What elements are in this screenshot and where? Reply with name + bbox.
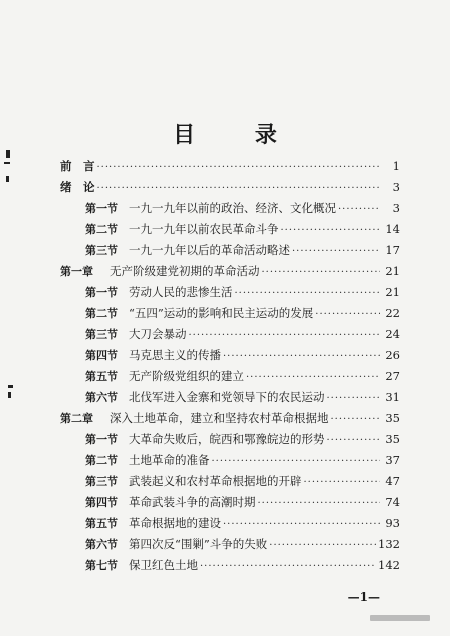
section-title: 一九一九年以前的政治、经济、文化概况 [129, 201, 336, 215]
leader-dots [97, 180, 381, 198]
leader-dots [223, 516, 380, 534]
entry-page-number: 21 [385, 264, 400, 278]
leader-dots [200, 558, 376, 576]
section-number: 第四节 [85, 349, 118, 362]
entry-page-number: 3 [392, 180, 400, 194]
leader-dots [258, 495, 381, 513]
toc-entry-section[interactable] [85, 430, 400, 448]
toc-entry-section[interactable] [85, 367, 400, 385]
chapter-number: 第二章 [60, 412, 93, 425]
section-title: 第四次反“围剿”斗争的失败 [129, 537, 268, 551]
leader-dots [338, 201, 380, 219]
entry-page-number: 132 [378, 537, 400, 551]
section-title: 无产阶级党组织的建立 [129, 369, 244, 383]
section-title: 武装起义和农村革命根据地的开辟 [129, 474, 302, 488]
chapter-title: 深入土地革命，建立和坚持农村革命根据地 [110, 411, 329, 425]
toc-entry-section[interactable] [85, 514, 400, 532]
leader-dots [223, 348, 380, 366]
leader-dots [292, 243, 380, 261]
scan-mark [8, 385, 13, 388]
scan-mark [8, 392, 11, 398]
entry-page-number: 35 [385, 432, 400, 446]
entry-heading: 前 言 [60, 159, 95, 173]
leader-dots [331, 411, 381, 429]
toc-entry-section[interactable] [85, 451, 400, 469]
entry-page-number: 1 [392, 159, 400, 173]
entry-page-number: 22 [385, 306, 400, 320]
section-number: 第七节 [85, 559, 118, 572]
section-title: 一九一九年以后的革命活动略述 [129, 243, 290, 257]
page-title: 目 录 [173, 123, 303, 148]
toc-entry-chapter[interactable] [60, 409, 400, 427]
chapter-number: 第一章 [60, 265, 93, 278]
entry-heading: 绪 论 [60, 180, 95, 194]
entry-page-number: 47 [385, 474, 400, 488]
leader-dots [212, 453, 381, 471]
leader-dots [262, 264, 381, 282]
leader-dots [281, 222, 381, 240]
scan-mark [6, 150, 10, 158]
toc-entry-section[interactable] [85, 388, 400, 406]
section-title: 革命武装斗争的高潮时期 [129, 495, 256, 509]
toc-entry-preface[interactable] [60, 157, 400, 175]
leader-dots [246, 369, 380, 387]
entry-page-number: 21 [385, 285, 400, 299]
chapter-title: 无产阶级建党初期的革命活动 [110, 264, 260, 278]
entry-page-number: 37 [385, 453, 400, 467]
section-number: 第二节 [85, 223, 118, 236]
section-number: 第三节 [85, 475, 118, 488]
toc-entry-section[interactable] [85, 493, 400, 511]
section-number: 第二节 [85, 307, 118, 320]
entry-page-number: 93 [385, 516, 400, 530]
page-number-footer: —1— [347, 590, 380, 604]
section-title: 大革命失败后，皖西和鄂豫皖边的形势 [129, 432, 325, 446]
entry-page-number: 24 [385, 327, 400, 341]
entry-page-number: 17 [385, 243, 400, 257]
toc-entry-section[interactable] [85, 220, 400, 238]
entry-page-number: 74 [385, 495, 400, 509]
leader-dots [327, 390, 381, 408]
section-number: 第五节 [85, 517, 118, 530]
section-number: 第一节 [85, 433, 118, 446]
section-title: 劳动人民的悲惨生活 [129, 285, 233, 299]
section-number: 第三节 [85, 328, 118, 341]
section-title: 大刀会暴动 [129, 327, 187, 341]
entry-page-number: 3 [392, 201, 400, 215]
toc-entry-introduction[interactable] [60, 178, 400, 196]
leader-dots [315, 306, 380, 324]
toc-entry-chapter[interactable] [60, 262, 400, 280]
toc-entry-section[interactable] [85, 325, 400, 343]
entry-page-number: 14 [385, 222, 400, 236]
entry-page-number: 26 [385, 348, 400, 362]
entry-page-number: 142 [378, 558, 400, 572]
toc-entry-section[interactable] [85, 241, 400, 259]
section-title: 北伐军进入金寨和党领导下的农民运动 [129, 390, 325, 404]
section-number: 第二节 [85, 454, 118, 467]
leader-dots [97, 159, 381, 177]
leader-dots [235, 285, 381, 303]
entry-page-number: 31 [385, 390, 400, 404]
section-title: 革命根据地的建设 [129, 516, 221, 530]
toc-entry-section[interactable] [85, 283, 400, 301]
section-title: 土地革命的准备 [129, 453, 210, 467]
leader-dots [269, 537, 376, 555]
scan-mark [4, 162, 10, 164]
entry-page-number: 35 [385, 411, 400, 425]
leader-dots [304, 474, 381, 492]
section-title: 马克思主义的传播 [129, 348, 221, 362]
section-number: 第五节 [85, 370, 118, 383]
scan-mark [6, 176, 9, 182]
leader-dots [327, 432, 381, 450]
section-number: 第四节 [85, 496, 118, 509]
scan-speck [370, 615, 430, 621]
toc-entry-section[interactable] [85, 472, 400, 490]
toc-entry-section[interactable] [85, 304, 400, 322]
leader-dots [189, 327, 381, 345]
section-number: 第六节 [85, 538, 118, 551]
toc-entry-section[interactable] [85, 556, 400, 574]
toc-entry-section[interactable] [85, 199, 400, 217]
toc-entry-section[interactable] [85, 535, 400, 553]
section-title: “五四”运动的影响和民主运动的发展 [129, 306, 314, 320]
toc-entry-section[interactable] [85, 346, 400, 364]
section-number: 第六节 [85, 391, 118, 404]
section-number: 第一节 [85, 202, 118, 215]
entry-page-number: 27 [385, 369, 400, 383]
section-number: 第一节 [85, 286, 118, 299]
section-number: 第三节 [85, 244, 118, 257]
section-title: 一九一九年以前农民革命斗争 [129, 222, 279, 236]
section-title: 保卫红色土地 [129, 558, 198, 572]
